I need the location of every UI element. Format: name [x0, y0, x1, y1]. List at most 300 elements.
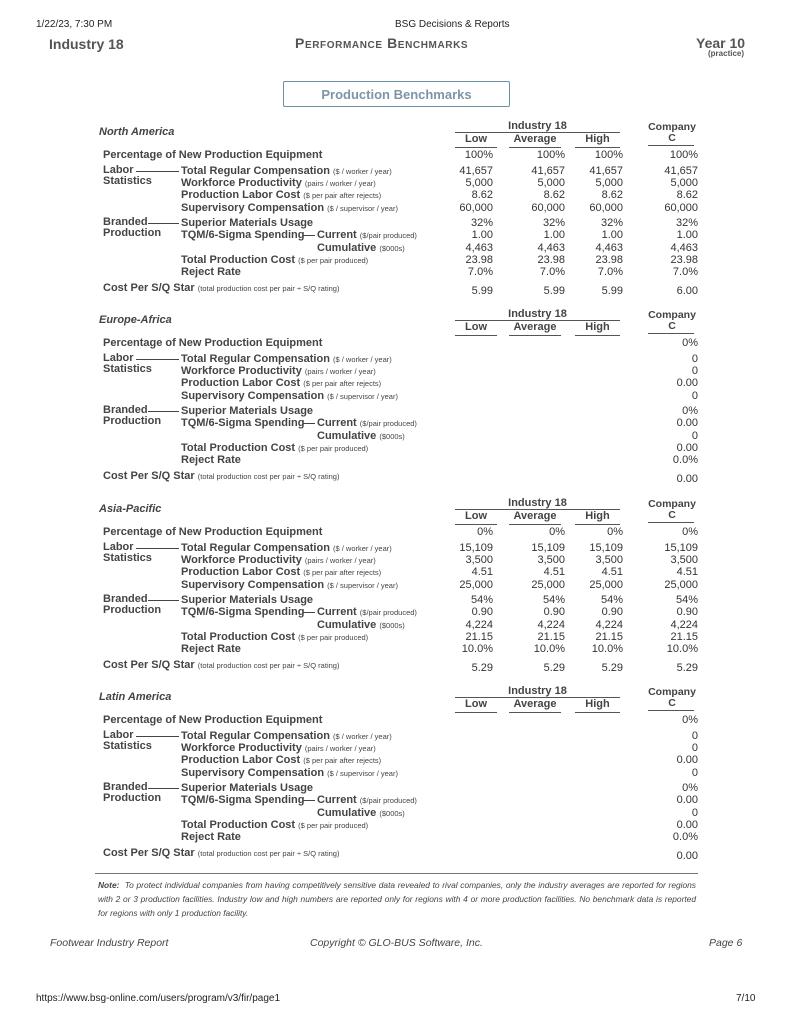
total-production-cost-label [181, 631, 368, 643]
new-equipment-company-value: 0% [682, 526, 698, 538]
labor-statistics-group [103, 165, 152, 187]
new-equipment-label [103, 714, 322, 726]
reject-rate-label-text: Reject Rate [181, 454, 241, 466]
cost-per-sq-star-label-unit: (total production cost per pair ÷ S/Q rating) [197, 472, 340, 481]
superior-materials-label-text: Superior Materials Usage [181, 594, 314, 606]
tqm-cumulative-label-unit: ($000s) [379, 621, 405, 630]
print-page-count: 7/10 [736, 993, 756, 1004]
labor-group-line1: Labor [103, 352, 134, 364]
reject-company-value: 7.0% [672, 266, 698, 278]
total-production-cost-label [181, 819, 368, 831]
cost-sq-average-value: 5.99 [543, 285, 565, 297]
region-europe-africa [0, 308, 791, 488]
total-production-cost-label-unit: ($ per pair produced) [298, 256, 369, 265]
cost-sq-company-value: 6.00 [676, 285, 698, 297]
sup-comp-company-value: 0 [691, 390, 698, 402]
production-labor-cost-label-text: Production Labor Cost [181, 377, 301, 389]
labor-cost-company-value: 0.00 [676, 754, 698, 766]
total-cost-company-value: 21.15 [670, 631, 698, 643]
total-production-cost-label [181, 254, 368, 266]
reject-high-value: 10.0% [591, 643, 623, 655]
company-column-header: Company [648, 309, 696, 321]
total-cost-average-value: 21.15 [537, 631, 565, 643]
company-header-underline [648, 333, 694, 334]
region-name: North America [99, 126, 175, 138]
total-cost-low-value: 23.98 [465, 254, 493, 266]
labor-group-line1: Labor [103, 164, 134, 176]
tqm-average-value: 0.90 [543, 606, 565, 618]
industry-label: Industry 18 [49, 36, 124, 52]
cost-per-sq-star-label [103, 659, 339, 671]
supervisory-compensation-label-unit: ($ / supervisor / year) [327, 204, 398, 213]
reject-low-value: 10.0% [461, 643, 493, 655]
tqm-current-label-text: Current [317, 417, 357, 429]
branded-group-line2: Production [103, 227, 162, 239]
workforce-productivity-label [181, 742, 376, 754]
productivity-company-value: 3,500 [670, 554, 698, 566]
average-header-underline [509, 524, 561, 525]
labor-group-line1: Labor [103, 541, 134, 553]
reject-average-value: 7.0% [539, 266, 565, 278]
labor-group-line2: Statistics [103, 740, 152, 752]
labor-cost-low-value: 4.51 [471, 566, 493, 578]
labor-connector-line [136, 359, 179, 360]
reject-rate-label [181, 266, 241, 278]
tqm-current-label [317, 417, 417, 429]
total-production-cost-label-text: Total Production Cost [181, 254, 296, 266]
branded-connector-line [148, 223, 179, 224]
section-title: Production Benchmarks [283, 81, 510, 107]
sup-comp-low-value: 25,000 [459, 579, 493, 591]
sup-comp-high-value: 25,000 [589, 579, 623, 591]
low-header-underline [455, 147, 497, 148]
tqm-connector-line [303, 800, 315, 801]
labor-cost-low-value: 8.62 [471, 189, 493, 201]
total-compensation-label [181, 165, 392, 177]
total-production-cost-label-unit: ($ per pair produced) [298, 821, 369, 830]
tqm-spending-label [181, 229, 304, 241]
tqm-high-value: 1.00 [601, 229, 623, 241]
industry-column-label: Industry 18 [508, 685, 567, 697]
tqm-current-label [317, 606, 417, 618]
production-labor-cost-label [181, 754, 381, 766]
low-header-underline [455, 712, 497, 713]
print-doc-title: BSG Decisions & Reports [395, 19, 510, 30]
superior-high-value: 32% [600, 217, 623, 229]
reject-company-value: 0.0% [672, 831, 698, 843]
total-cost-high-value: 21.15 [595, 631, 623, 643]
reject-rate-label-text: Reject Rate [181, 266, 241, 278]
branded-production-group [103, 594, 161, 616]
production-labor-cost-label [181, 377, 381, 389]
superior-materials-label-text: Superior Materials Usage [181, 782, 314, 794]
branded-connector-line [148, 411, 179, 412]
total-cost-low-value: 21.15 [465, 631, 493, 643]
tqm-spending-label-text: TQM/6-Sigma Spending [181, 794, 305, 806]
sup-comp-average-value: 60,000 [531, 202, 565, 214]
region-name: Asia-Pacific [99, 503, 162, 515]
labor-connector-line [136, 736, 179, 737]
company-column-header: Company [648, 121, 696, 133]
tqm-cumulative-label [317, 807, 405, 819]
tqm-cumulative-label-unit: ($000s) [379, 809, 405, 818]
cost-sq-low-value: 5.29 [471, 662, 493, 674]
tqm-connector-line [303, 423, 315, 424]
total-comp-low-value: 41,657 [459, 165, 493, 177]
workforce-productivity-label-text: Workforce Productivity [181, 177, 302, 189]
cumulative-average-value: 4,224 [537, 619, 565, 631]
total-compensation-label-unit: ($ / worker / year) [332, 355, 392, 364]
sup-comp-company-value: 60,000 [664, 202, 698, 214]
labor-group-line1: Labor [103, 729, 134, 741]
cost-per-sq-star-label-text: Cost Per S/Q Star [103, 282, 195, 294]
sup-comp-average-value: 25,000 [531, 579, 565, 591]
workforce-productivity-label-unit: (pairs / worker / year) [304, 179, 376, 188]
superior-average-value: 32% [542, 217, 565, 229]
total-compensation-label-text: Total Regular Compensation [181, 730, 330, 742]
company-header-underline [648, 145, 694, 146]
total-comp-average-value: 41,657 [531, 165, 565, 177]
labor-group-line2: Statistics [103, 175, 152, 187]
tqm-cumulative-label [317, 619, 405, 631]
high-column-header: High [585, 510, 610, 522]
tqm-average-value: 1.00 [543, 229, 565, 241]
note-text: To protect individual companies from having competitively sensitive data revealed to rival companies, only the industry averages are reported for regions with 2 or 3 production facilities. Industry low and high numbers are reported only for regions with 4 or more production facilities. No benchmark data is reported for regions with only 1 production facility. [98, 880, 696, 918]
average-header-underline [509, 712, 561, 713]
productivity-high-value: 3,500 [595, 554, 623, 566]
production-labor-cost-label [181, 189, 381, 201]
total-production-cost-label-text: Total Production Cost [181, 631, 296, 643]
production-labor-cost-label-text: Production Labor Cost [181, 566, 301, 578]
productivity-average-value: 3,500 [537, 554, 565, 566]
reject-rate-label-text: Reject Rate [181, 831, 241, 843]
new-equipment-label-text: Percentage of New Production Equipment [103, 337, 323, 349]
superior-materials-label-text: Superior Materials Usage [181, 405, 314, 417]
supervisory-compensation-label-text: Supervisory Compensation [181, 579, 325, 591]
cost-per-sq-star-label-text: Cost Per S/Q Star [103, 659, 195, 671]
region-latin-america [0, 685, 791, 865]
supervisory-compensation-label-unit: ($ / supervisor / year) [327, 392, 398, 401]
labor-cost-average-value: 8.62 [543, 189, 565, 201]
new-equipment-low-value: 0% [477, 526, 493, 538]
tqm-spending-label-text: TQM/6-Sigma Spending [181, 417, 305, 429]
labor-statistics-group [103, 730, 152, 752]
low-column-header: Low [465, 698, 487, 710]
company-column-letter: C [668, 132, 676, 144]
tqm-current-label-text: Current [317, 229, 357, 241]
superior-high-value: 54% [600, 594, 623, 606]
branded-group-line2: Production [103, 415, 162, 427]
reject-high-value: 7.0% [597, 266, 623, 278]
region-name: Latin America [99, 691, 172, 703]
sup-comp-low-value: 60,000 [459, 202, 493, 214]
tqm-current-label-text: Current [317, 794, 357, 806]
tqm-current-label-unit: ($/pair produced) [359, 231, 417, 240]
high-column-header: High [585, 133, 610, 145]
total-cost-average-value: 23.98 [537, 254, 565, 266]
average-column-header: Average [513, 510, 557, 522]
production-labor-cost-label [181, 566, 381, 578]
new-equipment-company-value: 100% [669, 149, 698, 161]
cumulative-average-value: 4,463 [537, 242, 565, 254]
region-north-america [0, 120, 791, 300]
region-asia-pacific [0, 497, 791, 677]
reject-average-value: 10.0% [533, 643, 565, 655]
cost-sq-average-value: 5.29 [543, 662, 565, 674]
reject-rate-label [181, 454, 241, 466]
low-column-header: Low [465, 510, 487, 522]
total-production-cost-label-text: Total Production Cost [181, 819, 296, 831]
labor-group-line2: Statistics [103, 363, 152, 375]
new-equipment-label [103, 149, 322, 161]
workforce-productivity-label-text: Workforce Productivity [181, 554, 302, 566]
labor-statistics-group [103, 353, 152, 375]
tqm-current-label-unit: ($/pair produced) [359, 796, 417, 805]
average-column-header: Average [513, 133, 557, 145]
superior-company-value: 54% [675, 594, 698, 606]
supervisory-compensation-label [181, 767, 398, 779]
branded-production-group [103, 782, 161, 804]
supervisory-compensation-label [181, 579, 398, 591]
cost-sq-company-value: 0.00 [676, 473, 698, 485]
total-comp-company-value: 0 [691, 353, 698, 365]
tqm-company-value: 0.00 [676, 794, 698, 806]
tqm-cumulative-label-text: Cumulative [317, 242, 377, 254]
cumulative-low-value: 4,463 [465, 242, 493, 254]
cumulative-company-value: 0 [691, 807, 698, 819]
workforce-productivity-label-text: Workforce Productivity [181, 365, 302, 377]
new-equipment-average-value: 100% [536, 149, 565, 161]
reject-rate-label [181, 643, 241, 655]
cost-sq-company-value: 0.00 [676, 850, 698, 862]
total-compensation-label-text: Total Regular Compensation [181, 353, 330, 365]
tqm-current-label [317, 229, 417, 241]
productivity-company-value: 5,000 [670, 177, 698, 189]
superior-materials-label [181, 594, 313, 606]
high-header-underline [575, 147, 620, 148]
branded-group-line2: Production [103, 792, 162, 804]
new-equipment-label-text: Percentage of New Production Equipment [103, 526, 323, 538]
total-production-cost-label-unit: ($ per pair produced) [298, 633, 369, 642]
company-column-header: Company [648, 686, 696, 698]
branded-group-line1: Branded [103, 404, 148, 416]
low-column-header: Low [465, 133, 487, 145]
company-header-underline [648, 522, 694, 523]
cost-per-sq-star-label-text: Cost Per S/Q Star [103, 470, 195, 482]
cost-per-sq-star-label-unit: (total production cost per pair ÷ S/Q rating) [197, 661, 340, 670]
labor-connector-line [136, 171, 179, 172]
cost-per-sq-star-label [103, 282, 339, 294]
supervisory-compensation-label-unit: ($ / supervisor / year) [327, 581, 398, 590]
low-column-header: Low [465, 321, 487, 333]
total-cost-company-value: 23.98 [670, 254, 698, 266]
tqm-current-label-text: Current [317, 606, 357, 618]
total-compensation-label-unit: ($ / worker / year) [332, 167, 392, 176]
tqm-current-label-unit: ($/pair produced) [359, 608, 417, 617]
new-equipment-company-value: 0% [682, 714, 698, 726]
high-column-header: High [585, 321, 610, 333]
total-compensation-label-text: Total Regular Compensation [181, 542, 330, 554]
tqm-current-label-unit: ($/pair produced) [359, 419, 417, 428]
footer-page: Page 6 [709, 937, 743, 949]
high-header-underline [575, 335, 620, 336]
tqm-company-value: 0.90 [676, 606, 698, 618]
industry-column-label: Industry 18 [508, 120, 567, 132]
cost-per-sq-star-label [103, 847, 339, 859]
cost-per-sq-star-label-unit: (total production cost per pair ÷ S/Q rating) [197, 284, 340, 293]
total-compensation-label-unit: ($ / worker / year) [332, 732, 392, 741]
cumulative-company-value: 4,463 [670, 242, 698, 254]
new-equipment-label [103, 337, 322, 349]
reject-rate-label-text: Reject Rate [181, 643, 241, 655]
supervisory-compensation-label-unit: ($ / supervisor / year) [327, 769, 398, 778]
cost-per-sq-star-label [103, 470, 339, 482]
new-equipment-high-value: 100% [594, 149, 623, 161]
industry-column-label: Industry 18 [508, 308, 567, 320]
sup-comp-high-value: 60,000 [589, 202, 623, 214]
supervisory-compensation-label-text: Supervisory Compensation [181, 390, 325, 402]
labor-connector-line [136, 548, 179, 549]
productivity-low-value: 5,000 [465, 177, 493, 189]
total-compensation-label [181, 730, 392, 742]
superior-materials-label-text: Superior Materials Usage [181, 217, 314, 229]
total-comp-low-value: 15,109 [459, 542, 493, 554]
sup-comp-company-value: 25,000 [664, 579, 698, 591]
labor-group-line2: Statistics [103, 552, 152, 564]
company-column-letter: C [668, 697, 676, 709]
production-labor-cost-label-unit: ($ per pair after rejects) [303, 191, 382, 200]
productivity-company-value: 0 [691, 365, 698, 377]
superior-company-value: 0% [682, 405, 698, 417]
cumulative-company-value: 4,224 [670, 619, 698, 631]
branded-production-group [103, 217, 161, 239]
cumulative-company-value: 0 [691, 430, 698, 442]
year-label: Year 10 [696, 35, 746, 51]
superior-materials-label [181, 217, 313, 229]
reject-rate-label [181, 831, 241, 843]
tqm-company-value: 0.00 [676, 417, 698, 429]
note-divider [95, 873, 698, 874]
cumulative-low-value: 4,224 [465, 619, 493, 631]
print-datetime: 1/22/23, 7:30 PM [36, 19, 113, 30]
cost-sq-low-value: 5.99 [471, 285, 493, 297]
footer-copyright: Copyright © GLO-BUS Software, Inc. [310, 937, 483, 949]
workforce-productivity-label [181, 365, 376, 377]
production-labor-cost-label-text: Production Labor Cost [181, 754, 301, 766]
branded-connector-line [148, 788, 179, 789]
reject-company-value: 10.0% [666, 643, 698, 655]
workforce-productivity-label [181, 177, 376, 189]
productivity-average-value: 5,000 [537, 177, 565, 189]
practice-label: (practice) [708, 49, 745, 58]
average-column-header: Average [513, 698, 557, 710]
cost-per-sq-star-label-text: Cost Per S/Q Star [103, 847, 195, 859]
sup-comp-company-value: 0 [691, 767, 698, 779]
region-name: Europe-Africa [99, 314, 172, 326]
low-header-underline [455, 335, 497, 336]
superior-company-value: 0% [682, 782, 698, 794]
company-column-letter: C [668, 509, 676, 521]
labor-cost-high-value: 8.62 [601, 189, 623, 201]
total-compensation-label [181, 353, 392, 365]
note-label: Note: [98, 880, 120, 890]
print-url[interactable]: https://www.bsg-online.com/users/program/v3/fir/page1 [36, 993, 280, 1004]
total-comp-company-value: 15,109 [664, 542, 698, 554]
tqm-cumulative-label [317, 242, 405, 254]
labor-cost-company-value: 0.00 [676, 377, 698, 389]
superior-materials-label [181, 782, 313, 794]
tqm-connector-line [303, 235, 315, 236]
tqm-connector-line [303, 612, 315, 613]
tqm-high-value: 0.90 [601, 606, 623, 618]
supervisory-compensation-label-text: Supervisory Compensation [181, 767, 325, 779]
high-header-underline [575, 524, 620, 525]
total-production-cost-label [181, 442, 368, 454]
tqm-spending-label [181, 417, 304, 429]
labor-statistics-group [103, 542, 152, 564]
supervisory-compensation-label [181, 390, 398, 402]
new-equipment-label-text: Percentage of New Production Equipment [103, 714, 323, 726]
cost-sq-high-value: 5.99 [601, 285, 623, 297]
production-labor-cost-label-unit: ($ per pair after rejects) [303, 379, 382, 388]
total-comp-company-value: 0 [691, 730, 698, 742]
page-title: Performance Benchmarks [295, 35, 469, 51]
total-compensation-label-text: Total Regular Compensation [181, 165, 330, 177]
new-equipment-high-value: 0% [607, 526, 623, 538]
new-equipment-average-value: 0% [549, 526, 565, 538]
productivity-high-value: 5,000 [595, 177, 623, 189]
low-header-underline [455, 524, 497, 525]
tqm-cumulative-label-unit: ($000s) [379, 432, 405, 441]
productivity-low-value: 3,500 [465, 554, 493, 566]
branded-connector-line [148, 600, 179, 601]
tqm-spending-label-text: TQM/6-Sigma Spending [181, 606, 305, 618]
labor-cost-company-value: 8.62 [676, 189, 698, 201]
supervisory-compensation-label-text: Supervisory Compensation [181, 202, 325, 214]
tqm-cumulative-label-text: Cumulative [317, 430, 377, 442]
tqm-spending-label [181, 794, 304, 806]
company-column-letter: C [668, 320, 676, 332]
branded-group-line2: Production [103, 604, 162, 616]
workforce-productivity-label-unit: (pairs / worker / year) [304, 744, 376, 753]
total-comp-high-value: 41,657 [589, 165, 623, 177]
production-labor-cost-label-unit: ($ per pair after rejects) [303, 568, 382, 577]
cost-sq-high-value: 5.29 [601, 662, 623, 674]
tqm-company-value: 1.00 [676, 229, 698, 241]
new-equipment-label [103, 526, 322, 538]
total-compensation-label-unit: ($ / worker / year) [332, 544, 392, 553]
new-equipment-company-value: 0% [682, 337, 698, 349]
cost-sq-company-value: 5.29 [676, 662, 698, 674]
industry-column-label: Industry 18 [508, 497, 567, 509]
total-comp-high-value: 15,109 [589, 542, 623, 554]
labor-cost-high-value: 4.51 [601, 566, 623, 578]
branded-production-group [103, 405, 161, 427]
cumulative-high-value: 4,224 [595, 619, 623, 631]
supervisory-compensation-label [181, 202, 398, 214]
workforce-productivity-label [181, 554, 376, 566]
average-header-underline [509, 147, 561, 148]
tqm-cumulative-label [317, 430, 405, 442]
superior-materials-label [181, 405, 313, 417]
total-production-cost-label-text: Total Production Cost [181, 442, 296, 454]
tqm-cumulative-label-text: Cumulative [317, 807, 377, 819]
average-header-underline [509, 335, 561, 336]
labor-cost-company-value: 4.51 [676, 566, 698, 578]
total-comp-company-value: 41,657 [664, 165, 698, 177]
total-cost-company-value: 0.00 [676, 442, 698, 454]
workforce-productivity-label-unit: (pairs / worker / year) [304, 367, 376, 376]
